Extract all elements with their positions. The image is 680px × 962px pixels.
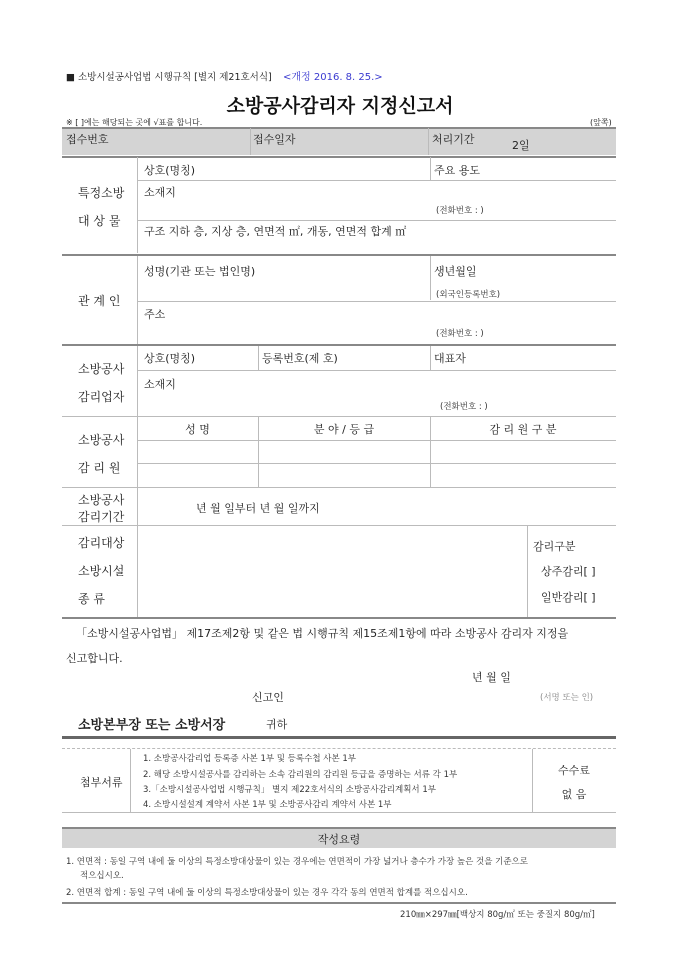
supervision-type-label: 감리구분 xyxy=(533,540,576,553)
period-field[interactable]: 년 월 일부터 년 월 일까지 xyxy=(196,502,320,515)
object-name-field[interactable]: 상호(명칭) xyxy=(144,164,196,177)
fee-label: 수수료 xyxy=(558,764,590,777)
attachment-item: 4. 소방시설설계 계약서 사본 1부 및 소방공사감리 계약서 사본 1부 xyxy=(143,800,392,810)
check-note: ※ [ ]에는 해당되는 곳에 √표를 합니다. xyxy=(66,118,203,127)
firm-label: 소방공사 xyxy=(78,362,125,376)
supervisor-type-header: 감 리 원 구 분 xyxy=(489,423,557,436)
declaration-date-field[interactable]: 년 월 일 xyxy=(472,671,511,684)
resident-supervision-checkbox[interactable]: 상주감리[ ] xyxy=(541,565,596,578)
processing-period: 2일 xyxy=(512,139,530,152)
instructions-title: 작성요령 xyxy=(317,833,361,846)
receipt-band xyxy=(62,128,616,155)
declaration-text-2: 신고합니다. xyxy=(66,652,123,665)
period-label-2: 감리기간 xyxy=(78,510,125,524)
object-phone-field[interactable]: (전화번호 : ) xyxy=(436,206,484,216)
declaration-text: 「소방시설공사업법」 제17조제2항 및 같은 법 시행규칙 제15조제1항에 따라 소방공사 감리자 지정을 xyxy=(76,627,569,640)
object-location-field[interactable]: 소재지 xyxy=(144,186,176,199)
receipt-number-label: 접수번호 xyxy=(66,133,109,146)
page-title: 소방공사감리자 지정신고서 xyxy=(226,95,454,117)
party-birth-field[interactable]: 생년월일 xyxy=(434,265,477,278)
instruction-item: 2. 연면적 합계 : 동일 구역 내에 둘 이상의 특정소방대상물이 있는 경우 각각 동의 연면적 합계를 적으십시오. xyxy=(66,888,468,898)
recipient-suffix: 귀하 xyxy=(266,718,288,731)
receipt-date-label: 접수일자 xyxy=(253,133,296,146)
firm-location-field[interactable]: 소재지 xyxy=(144,378,176,391)
object-label: 특정소방 xyxy=(78,186,125,200)
firm-phone-field[interactable]: (전화번호 : ) xyxy=(440,402,488,412)
party-name-field[interactable]: 성명(기관 또는 법인명) xyxy=(144,265,256,278)
party-foreign-id-field[interactable]: (외국인등록번호) xyxy=(436,290,501,300)
facility-label-3: 종 류 xyxy=(78,592,105,606)
attachments-label: 첨부서류 xyxy=(80,776,123,789)
regulation-ref: ■ 소방시설공사업법 시행규칙 [별지 제21호서식] xyxy=(66,72,272,83)
fee-value: 없 음 xyxy=(561,788,587,801)
general-supervision-checkbox[interactable]: 일반감리[ ] xyxy=(541,591,596,604)
firm-label-2: 감리업자 xyxy=(78,390,125,404)
supervisor-label: 소방공사 xyxy=(78,433,125,447)
supervisor-label-2: 감 리 원 xyxy=(78,461,121,475)
party-label: 관 계 인 xyxy=(78,294,121,308)
applicant-label: 신고인 xyxy=(252,691,284,704)
facility-label: 감리대상 xyxy=(78,536,125,550)
attachment-item: 1. 소방공사감리업 등록증 사본 1부 및 등록수첩 사본 1부 xyxy=(143,754,356,764)
object-label-2: 대 상 물 xyxy=(78,214,121,228)
firm-rep-field[interactable]: 대표자 xyxy=(434,352,466,365)
supervisor-grade-header: 분 야 / 등 급 xyxy=(313,423,375,436)
signature-field[interactable]: (서명 또는 인) xyxy=(540,693,594,703)
attachment-item: 3.「소방시설공사업법 시행규칙」 별지 제22호서식의 소방공사감리계획서 1부 xyxy=(143,785,436,795)
instruction-item: 1. 연면적 : 동일 구역 내에 둘 이상의 특정소방대상물이 있는 경우에는 연면적이 가장 넓거나 층수가 가장 높은 것을 기준으로 xyxy=(66,857,528,867)
facility-label-2: 소방시설 xyxy=(78,564,125,578)
recipient: 소방본부장 또는 소방서장 xyxy=(78,718,226,733)
supervisor-name-header: 성 명 xyxy=(185,423,210,436)
firm-name-field[interactable]: 상호(명칭) xyxy=(144,352,196,365)
object-use-field[interactable]: 주요 용도 xyxy=(434,164,481,177)
instruction-item-cont: 적으십시오. xyxy=(80,871,124,881)
period-label: 소방공사 xyxy=(78,493,125,507)
paper-spec: 210㎜×297㎜[백상지 80g/㎡ 또는 중질지 80g/㎡] xyxy=(400,910,595,920)
attachment-item: 2. 해당 소방시설공사를 감리하는 소속 감리원의 감리원 등급을 증명하는 서류 각 1부 xyxy=(143,770,458,780)
processing-period-label: 처리기간 xyxy=(432,133,475,146)
revision-date: <개정 2016. 8. 25.> xyxy=(283,72,383,83)
party-address-field[interactable]: 주소 xyxy=(144,308,166,321)
front-side-label: (앞쪽) xyxy=(590,118,612,127)
firm-reg-field[interactable]: 등록번호(제 호) xyxy=(262,352,338,365)
party-phone-field[interactable]: (전화번호 : ) xyxy=(436,329,484,339)
object-structure-field[interactable]: 구조 지하 층, 지상 층, 연면적 ㎡, 개동, 연면적 합계 ㎡ xyxy=(144,225,407,238)
